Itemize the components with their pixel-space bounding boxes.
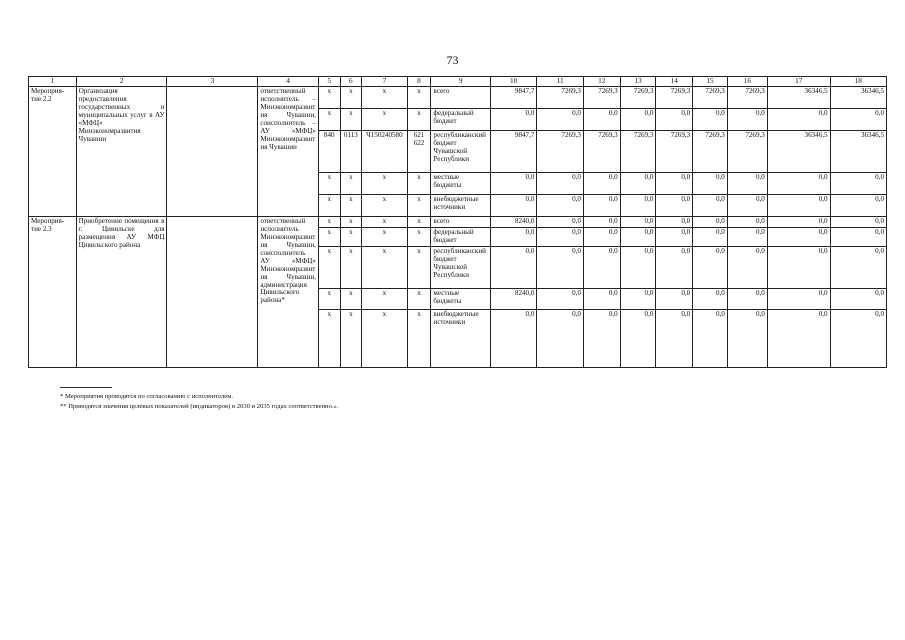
code-cell: x (407, 87, 431, 109)
value-cell: 0,0 (767, 173, 830, 195)
value-cell: 8240,0 (490, 289, 537, 310)
code-cell: x (362, 228, 407, 247)
value-cell: 7269,3 (727, 87, 767, 109)
code-cell: x (340, 109, 362, 131)
value-cell: 7269,3 (583, 131, 620, 173)
value-cell: 0,0 (537, 173, 584, 195)
value-cell: 0,0 (656, 310, 693, 368)
value-cell: 0,0 (693, 228, 728, 247)
value-cell: 0,0 (537, 310, 584, 368)
value-cell: 7269,3 (583, 87, 620, 109)
code-cell: x (407, 217, 431, 228)
code-cell: x (340, 195, 362, 217)
value-cell: 0,0 (620, 228, 656, 247)
value-cell: 0,0 (583, 228, 620, 247)
value-cell: 0,0 (830, 289, 886, 310)
header-cell-14: 14 (656, 77, 693, 87)
funding-source: республиканский бюджет Чувашской Республики (431, 131, 491, 173)
footnote-2: ** Приводятся значения целевых показателей (индикаторов) в 2030 и 2035 годах соответственно.». (60, 402, 339, 410)
code-cell: x (340, 310, 362, 368)
value-cell: 0,0 (830, 217, 886, 228)
funding-source: местные бюджеты (431, 173, 491, 195)
value-cell: 0,0 (620, 289, 656, 310)
value-cell: 0,0 (767, 310, 830, 368)
value-cell: 0,0 (620, 247, 656, 289)
value-cell: 0,0 (490, 247, 537, 289)
value-cell: 0,0 (767, 195, 830, 217)
code-cell: 621 622 (407, 131, 431, 173)
header-cell-15: 15 (693, 77, 728, 87)
code-cell: x (362, 195, 407, 217)
value-cell: 0,0 (583, 247, 620, 289)
value-cell: 0,0 (620, 109, 656, 131)
value-cell: 0,0 (830, 195, 886, 217)
value-cell: 0,0 (620, 310, 656, 368)
value-cell: 36346,5 (767, 87, 830, 109)
header-cell-5: 5 (318, 77, 340, 87)
value-cell: 0,0 (656, 109, 693, 131)
code-cell: x (362, 109, 407, 131)
value-cell: 0,0 (583, 310, 620, 368)
value-cell: 0,0 (727, 173, 767, 195)
value-cell: 0,0 (537, 289, 584, 310)
header-row (29, 77, 887, 87)
value-cell: 36346,5 (830, 131, 886, 173)
header-cell-18: 18 (830, 77, 886, 87)
value-cell: 0,0 (693, 173, 728, 195)
value-cell: 0,0 (693, 217, 728, 228)
value-cell: 7269,3 (693, 87, 728, 109)
value-cell: 0,0 (767, 217, 830, 228)
code-cell: x (318, 87, 340, 109)
header-cell-7: 7 (362, 77, 407, 87)
code-cell: x (340, 228, 362, 247)
value-cell: 7269,3 (620, 87, 656, 109)
code-cell: x (407, 289, 431, 310)
value-cell: 0,0 (727, 247, 767, 289)
value-cell: 0,0 (767, 247, 830, 289)
value-cell: 0,0 (830, 109, 886, 131)
measure-responsible: ответственный исполнитель – Минэкономразвития Чувашии, соисполнитель – АУ «МФЦ» Минэкономразвития Чувашии (258, 87, 319, 217)
code-cell: x (340, 217, 362, 228)
header-cell-4: 4 (258, 77, 319, 87)
value-cell: 7269,3 (656, 131, 693, 173)
value-cell: 0,0 (490, 173, 537, 195)
measure-name: Организация предоставления государственных и муниципальных услуг в АУ «МФЦ» Минэкономразвития Чувашии (76, 87, 167, 217)
value-cell: 0,0 (583, 195, 620, 217)
value-cell: 0,0 (693, 109, 728, 131)
header-cell-16: 16 (727, 77, 767, 87)
header-cell-6: 6 (340, 77, 362, 87)
header-cell-8: 8 (407, 77, 431, 87)
funding-source: местные бюджеты (431, 289, 491, 310)
value-cell: 0,0 (727, 217, 767, 228)
value-cell: 0,0 (583, 173, 620, 195)
code-cell: x (362, 217, 407, 228)
value-cell: 7269,3 (537, 131, 584, 173)
value-cell: 0,0 (656, 195, 693, 217)
value-cell: 0,0 (693, 247, 728, 289)
value-cell: 0,0 (490, 109, 537, 131)
funding-source: внебюджетные источники (431, 195, 491, 217)
code-cell: x (407, 310, 431, 368)
measure-col3 (167, 217, 258, 368)
value-cell: 0,0 (537, 195, 584, 217)
value-cell: 0,0 (727, 310, 767, 368)
header-cell-1: 1 (29, 77, 77, 87)
measure-code: Мероприя-тие 2.3 (29, 217, 77, 368)
value-cell: 0,0 (727, 109, 767, 131)
code-cell: x (318, 247, 340, 289)
footnotes (60, 392, 338, 411)
header-cell-13: 13 (620, 77, 656, 87)
footnote-separator (60, 387, 112, 388)
value-cell: 0,0 (830, 173, 886, 195)
code-cell: x (362, 87, 407, 109)
code-cell: x (362, 289, 407, 310)
code-cell: Ч150240580 (362, 131, 407, 173)
code-cell: x (318, 173, 340, 195)
value-cell: 0,0 (620, 195, 656, 217)
value-cell: 0,0 (767, 109, 830, 131)
value-cell: 9847,7 (490, 131, 537, 173)
code-cell: x (407, 109, 431, 131)
code-cell: x (362, 173, 407, 195)
header-cell-10: 10 (490, 77, 537, 87)
header-cell-2: 2 (76, 77, 167, 87)
funding-table (28, 76, 887, 368)
code-cell: x (362, 310, 407, 368)
code-cell: x (407, 228, 431, 247)
table-row (29, 87, 887, 109)
value-cell: 9847,7 (490, 87, 537, 109)
value-cell: 0,0 (583, 289, 620, 310)
measure-name: Приобретение помещения в г. Цивильске для размещения АУ МФЦ Цивильского района (76, 217, 167, 368)
value-cell: 0,0 (830, 310, 886, 368)
value-cell: 0,0 (830, 247, 886, 289)
value-cell: 0,0 (537, 247, 584, 289)
table-row (29, 217, 887, 228)
value-cell: 0,0 (656, 289, 693, 310)
code-cell: x (318, 228, 340, 247)
header-cell-17: 17 (767, 77, 830, 87)
code-cell: x (340, 289, 362, 310)
measure-code: Мероприя-тие 2.2 (29, 87, 77, 217)
value-cell: 0,0 (583, 109, 620, 131)
code-cell: x (407, 247, 431, 289)
code-cell: x (340, 87, 362, 109)
value-cell: 0,0 (490, 228, 537, 247)
code-cell: x (318, 289, 340, 310)
code-cell: x (318, 109, 340, 131)
value-cell: 0,0 (767, 289, 830, 310)
value-cell: 0,0 (537, 228, 584, 247)
value-cell: 7269,3 (693, 131, 728, 173)
value-cell: 0,0 (620, 217, 656, 228)
measure-responsible: ответственный исполнитель Минэкономразвития Чувашии, соисполнитель АУ «МФЦ» Минэкономразвития Чувашии, администрация Цивильского района* (258, 217, 319, 368)
code-cell: x (407, 195, 431, 217)
value-cell: 0,0 (537, 217, 584, 228)
funding-source: внебюджетные источники (431, 310, 491, 368)
header-cell-11: 11 (537, 77, 584, 87)
code-cell: x (340, 247, 362, 289)
code-cell: x (362, 247, 407, 289)
code-cell: x (340, 173, 362, 195)
funding-source: федеральный бюджет (431, 228, 491, 247)
value-cell: 0,0 (656, 217, 693, 228)
value-cell: 0,0 (620, 173, 656, 195)
value-cell: 0,0 (656, 228, 693, 247)
value-cell: 0,0 (727, 228, 767, 247)
value-cell: 0,0 (656, 247, 693, 289)
value-cell: 0,0 (727, 289, 767, 310)
value-cell: 0,0 (767, 228, 830, 247)
value-cell: 0,0 (490, 195, 537, 217)
header-cell-12: 12 (583, 77, 620, 87)
page-number: 73 (446, 53, 459, 67)
funding-source: всего (431, 87, 491, 109)
funding-source: республиканский бюджет Чувашской Республики (431, 247, 491, 289)
value-cell: 0,0 (727, 195, 767, 217)
value-cell: 0,0 (693, 289, 728, 310)
value-cell: 7269,3 (727, 131, 767, 173)
code-cell: x (318, 195, 340, 217)
value-cell: 0,0 (583, 217, 620, 228)
value-cell: 36346,5 (830, 87, 886, 109)
code-cell: x (407, 173, 431, 195)
header-cell-3: 3 (167, 77, 258, 87)
footnote-1: * Мероприятия проводятся по согласованию с исполнителем. (60, 393, 234, 400)
value-cell: 36346,5 (767, 131, 830, 173)
value-cell: 0,0 (537, 109, 584, 131)
header-cell-9: 9 (431, 77, 491, 87)
value-cell: 7269,3 (620, 131, 656, 173)
value-cell: 0,0 (490, 310, 537, 368)
measure-col3 (167, 87, 258, 217)
code-cell: x (318, 217, 340, 228)
value-cell: 0,0 (656, 173, 693, 195)
funding-source: всего (431, 217, 491, 228)
value-cell: 7269,3 (537, 87, 584, 109)
value-cell: 8240,0 (490, 217, 537, 228)
value-cell: 0,0 (693, 310, 728, 368)
code-cell: x (318, 310, 340, 368)
value-cell: 0,0 (693, 195, 728, 217)
code-cell: 0113 (340, 131, 362, 173)
code-cell: 840 (318, 131, 340, 173)
funding-source: федеральный бюджет (431, 109, 491, 131)
value-cell: 7269,3 (656, 87, 693, 109)
value-cell: 0,0 (830, 228, 886, 247)
